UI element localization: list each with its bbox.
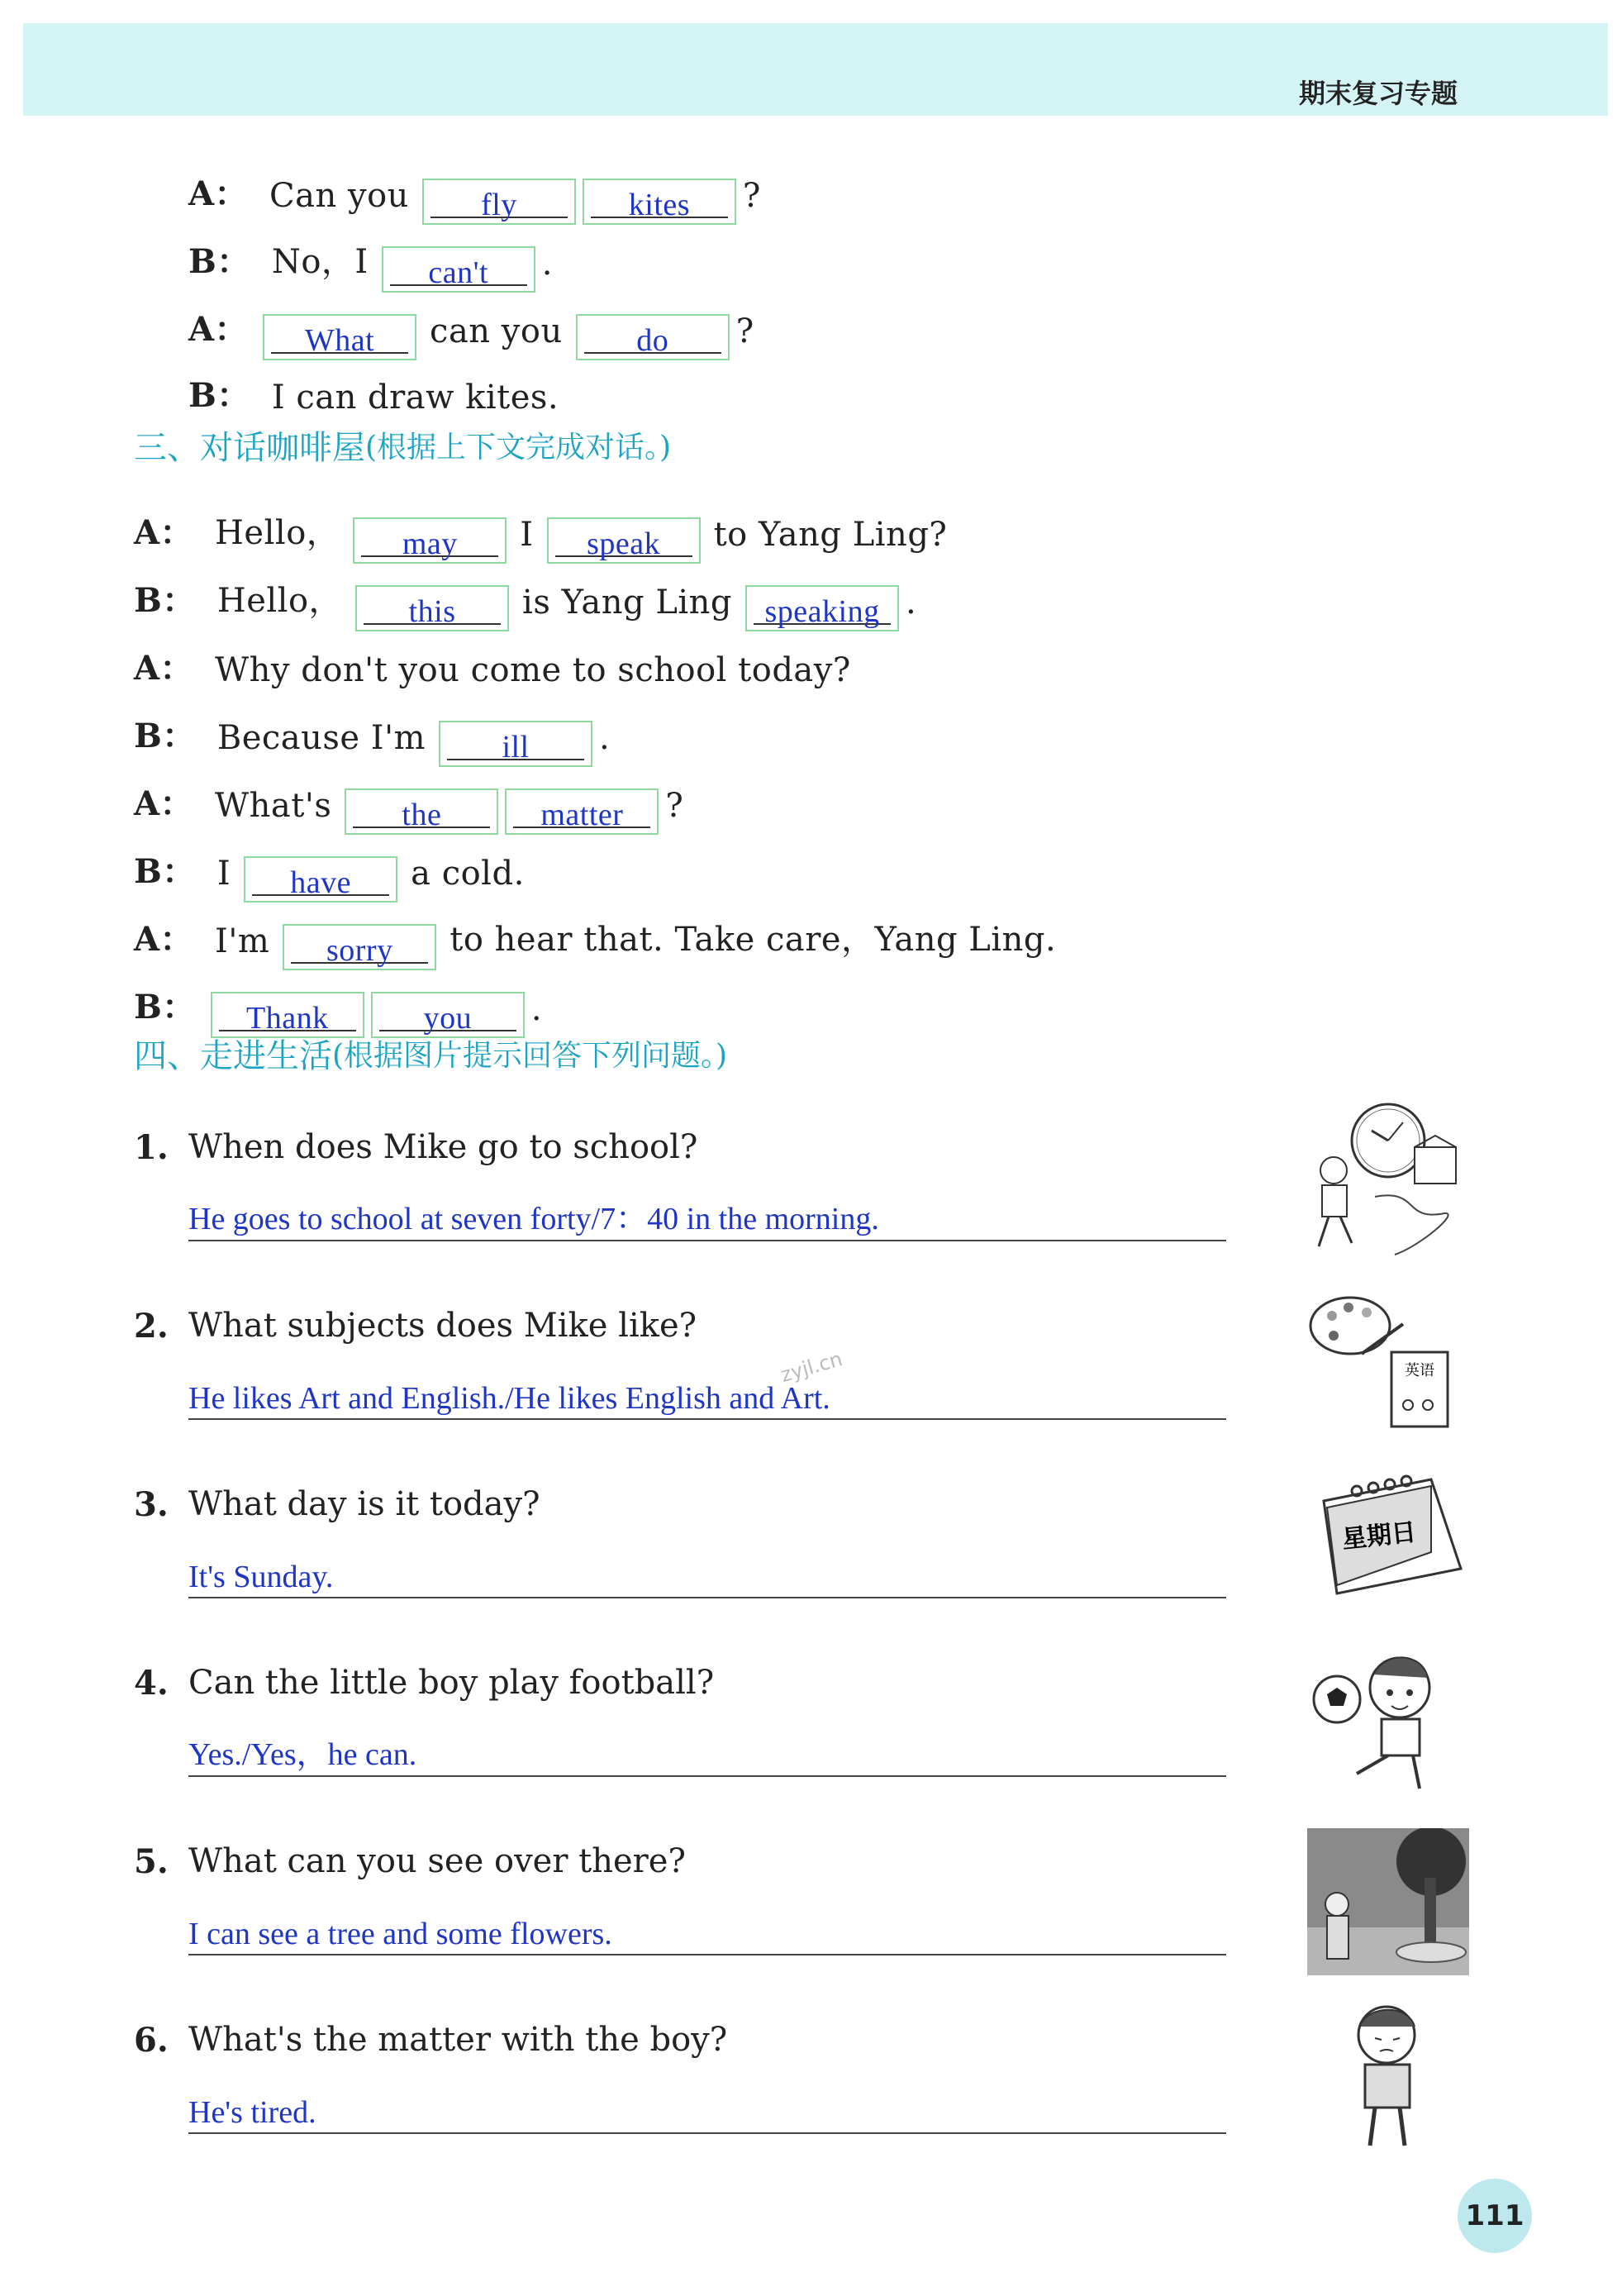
answer-text: may xyxy=(402,526,458,561)
answer-line[interactable] xyxy=(188,1908,1226,1955)
answer-text: Yes./Yes，he can. xyxy=(188,1737,417,1772)
question-text: What's the matter with the boy? xyxy=(188,2021,728,2059)
line-text: Why don't you come to school today? xyxy=(215,651,851,689)
section-heading: 三、对话咖啡屋 xyxy=(134,428,365,467)
question-number: 6. xyxy=(134,2020,169,2060)
answer-text: fly xyxy=(481,188,517,222)
question-number: 1. xyxy=(134,1127,169,1167)
section-instruction: (根据上下文完成对话。) xyxy=(365,430,672,464)
speaker-label: B： xyxy=(134,988,196,1027)
tired-boy-icon xyxy=(1334,2000,1441,2152)
line-text: I xyxy=(216,855,231,893)
page-number: 111 xyxy=(1458,2179,1532,2253)
answer-text: speak xyxy=(587,526,661,561)
question-text: What day is it today? xyxy=(188,1485,540,1523)
speaker-label: A： xyxy=(134,784,194,823)
answer-text: I can see a tree and some flowers. xyxy=(188,1917,612,1951)
answer-text: do xyxy=(636,323,669,358)
line-text: What's xyxy=(215,787,332,825)
question-text: What can you see over there? xyxy=(188,1842,686,1880)
answer-text: you xyxy=(423,1001,473,1036)
punctuation: ? xyxy=(665,787,684,825)
answer-blank[interactable] xyxy=(583,179,736,225)
answer-text: ill xyxy=(502,730,530,765)
question xyxy=(134,2015,727,2065)
question xyxy=(134,1301,697,1350)
answer-line[interactable] xyxy=(188,1372,1226,1420)
line-text: is Yang Ling xyxy=(522,584,733,622)
question-number: 4. xyxy=(134,1663,169,1703)
dialogue-line xyxy=(134,826,535,900)
line-text: I xyxy=(520,516,534,554)
speaker-label: B： xyxy=(134,717,196,755)
punctuation: . xyxy=(906,584,917,622)
dialogue-line xyxy=(188,350,568,417)
dialogue-line xyxy=(134,759,684,832)
palette-english-book-icon xyxy=(1304,1283,1469,1440)
line-text: a cold. xyxy=(411,855,525,893)
punctuation: . xyxy=(530,990,543,1028)
boy-football-icon xyxy=(1307,1641,1472,1798)
dialogue-line xyxy=(134,894,1066,968)
answer-text: He likes Art and English./He likes English and Art. xyxy=(188,1381,830,1416)
speaker-label: A： xyxy=(134,513,194,552)
tree-flowers-icon xyxy=(1307,1828,1469,1975)
line-text: Hello， xyxy=(215,514,340,552)
answer-text: He goes to school at seven forty/7：40 in the morning. xyxy=(188,1202,879,1236)
section-title xyxy=(134,420,671,469)
answer-text: have xyxy=(290,865,351,900)
dialogue-line xyxy=(188,149,761,222)
answer-line[interactable] xyxy=(188,1551,1226,1598)
line-text: to hear that. Take care，Yang Ling. xyxy=(449,921,1057,959)
dialogue-line xyxy=(134,488,957,561)
header-title: 期末复习专题 xyxy=(1299,78,1458,109)
question xyxy=(134,1479,540,1529)
answer-text: He's tired. xyxy=(188,2095,316,2130)
line-text: No，I xyxy=(271,243,369,281)
calendar-label: 星期日 xyxy=(1340,1517,1418,1555)
boy-clock-school-icon xyxy=(1304,1098,1469,1263)
line-text: can you xyxy=(430,312,563,350)
line-text: I can draw kites. xyxy=(271,379,559,417)
answer-text: Thank xyxy=(246,1001,329,1036)
speaker-label: A： xyxy=(188,310,249,349)
answer-text: kites xyxy=(628,188,691,222)
question xyxy=(134,1658,714,1708)
speaker-label: A： xyxy=(134,649,194,688)
dialogue-line xyxy=(134,623,861,689)
speaker-label: A： xyxy=(188,174,249,213)
answer-text: the xyxy=(402,798,442,832)
dialogue-line xyxy=(188,284,754,358)
section-heading: 四、走进生活 xyxy=(134,1036,332,1075)
punctuation: ? xyxy=(742,177,761,215)
dialogue-line xyxy=(134,691,611,765)
question-number: 5. xyxy=(134,1841,169,1881)
question-text: When does Mike go to school? xyxy=(188,1128,698,1166)
punctuation: . xyxy=(599,719,611,757)
speaker-label: B： xyxy=(188,242,250,281)
punctuation: . xyxy=(541,245,553,283)
line-text: to Yang Ling? xyxy=(713,516,948,554)
answer-text: this xyxy=(408,594,456,629)
answer-text: It's Sunday. xyxy=(188,1560,334,1594)
question xyxy=(134,1836,686,1886)
dialogue-line xyxy=(134,962,543,1036)
line-text: Can you xyxy=(269,177,409,215)
dialogue-line xyxy=(134,555,917,629)
line-text: Hello， xyxy=(216,582,343,620)
speaker-label: B： xyxy=(188,376,250,415)
question xyxy=(134,1122,697,1172)
answer-text: can't xyxy=(428,255,489,290)
answer-text: speaking xyxy=(764,594,880,629)
answer-blank[interactable] xyxy=(576,314,730,360)
line-text: I'm xyxy=(215,922,270,960)
section-instruction: (根据图片提示回答下列问题。) xyxy=(332,1038,728,1073)
answer-line[interactable] xyxy=(188,1729,1226,1777)
book-label: 英语 xyxy=(1405,1362,1434,1379)
question-number: 3. xyxy=(134,1484,169,1524)
answer-text: matter xyxy=(540,798,624,832)
punctuation: ? xyxy=(735,312,754,350)
watermark: zyjl.cn xyxy=(778,1347,845,1387)
question-text: Can the little boy play football? xyxy=(188,1664,715,1702)
speaker-label: A： xyxy=(134,920,194,959)
question-number: 2. xyxy=(134,1306,169,1346)
speaker-label: B： xyxy=(134,852,196,891)
answer-text: What xyxy=(304,323,375,358)
answer-line[interactable] xyxy=(188,1193,1226,1241)
speaker-label: B： xyxy=(134,581,196,620)
question-text: What subjects does Mike like? xyxy=(188,1307,697,1345)
calendar-sunday-icon xyxy=(1307,1461,1472,1602)
section-title xyxy=(134,1028,727,1078)
dialogue-line xyxy=(188,217,553,290)
answer-text: sorry xyxy=(326,933,393,968)
line-text: Because I'm xyxy=(216,719,426,757)
answer-line[interactable] xyxy=(188,2086,1226,2134)
